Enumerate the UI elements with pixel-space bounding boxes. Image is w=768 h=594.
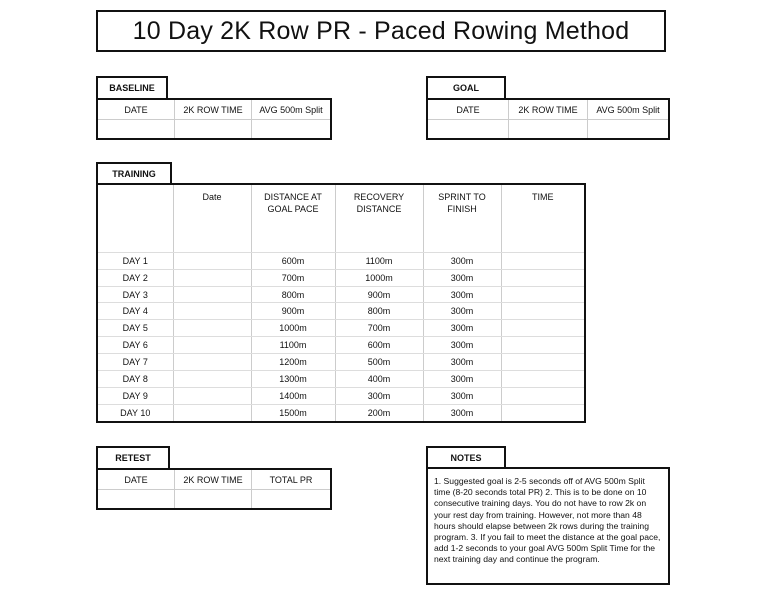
training-time-cell[interactable] [501,252,585,269]
training-distance-cell: 900m [251,303,335,320]
training-row [97,387,585,404]
training-date-cell[interactable] [173,252,251,269]
training-row [97,303,585,320]
training-recovery-cell: 400m [335,370,423,387]
training-recovery-cell: 900m [335,286,423,303]
training-day-cell: DAY 8 [97,370,173,387]
training-recovery-cell: 500m [335,354,423,371]
retest-total-pr-cell[interactable] [252,490,332,510]
training-row [97,286,585,303]
training-distance-cell: 600m [251,252,335,269]
training-recovery-cell: 600m [335,337,423,354]
baseline-col-split: AVG 500m Split [259,104,323,115]
training-row [97,252,585,269]
goal-2k-time-cell[interactable] [509,120,588,140]
training-day-cell: DAY 2 [97,269,173,286]
training-label: TRAINING [96,162,172,184]
goal-col-2k-time: 2K ROW TIME [509,99,588,120]
retest-col-total-pr: TOTAL PR [269,474,313,485]
training-distance-cell: 1300m [251,370,335,387]
training-row [97,269,585,286]
baseline-table [96,98,332,140]
training-sprint-cell: 300m [423,404,501,422]
training-time-cell[interactable] [501,269,585,286]
training-row [97,404,585,422]
training-recovery-cell: 1100m [335,252,423,269]
training-sprint-cell: 300m [423,387,501,404]
baseline-col-date: DATE [97,99,175,120]
training-sprint-cell: 300m [423,252,501,269]
training-date-cell[interactable] [173,286,251,303]
goal-table [426,98,670,140]
training-day-cell: DAY 10 [97,404,173,422]
training-distance-cell: 1200m [251,354,335,371]
training-recovery-cell: 1000m [335,269,423,286]
notes-label: NOTES [426,446,506,468]
baseline-col-2k-time: 2K ROW TIME [175,99,252,120]
baseline-label: BASELINE [96,76,168,98]
training-col-day [97,184,173,252]
baseline-2k-time-cell[interactable] [175,120,252,140]
retest-col-2k-time: 2K ROW TIME [175,469,252,490]
training-date-cell[interactable] [173,387,251,404]
training-distance-cell: 1100m [251,337,335,354]
training-sprint-cell: 300m [423,337,501,354]
training-date-cell[interactable] [173,354,251,371]
training-distance-cell: 1000m [251,320,335,337]
training-distance-cell: 700m [251,269,335,286]
training-row [97,337,585,354]
training-day-cell: DAY 4 [97,303,173,320]
goal-col-date: DATE [427,99,509,120]
training-col-date: Date [173,184,251,252]
retest-table [96,468,332,510]
retest-date-cell[interactable] [97,490,175,510]
training-date-cell[interactable] [173,404,251,422]
training-day-cell: DAY 6 [97,337,173,354]
training-sprint-cell: 300m [423,269,501,286]
training-col-recovery: RECOVERY DISTANCE [335,184,423,252]
training-recovery-cell: 700m [335,320,423,337]
baseline-split-cell[interactable] [252,120,332,140]
training-distance-cell: 1500m [251,404,335,422]
training-recovery-cell: 800m [335,303,423,320]
retest-label: RETEST [96,446,170,468]
training-row [97,354,585,371]
training-time-cell[interactable] [501,387,585,404]
training-date-cell[interactable] [173,370,251,387]
training-row [97,320,585,337]
training-table [96,183,586,423]
training-col-time: TIME [501,184,585,252]
goal-label: GOAL [426,76,506,98]
training-time-cell[interactable] [501,354,585,371]
training-row [97,370,585,387]
training-day-cell: DAY 7 [97,354,173,371]
training-recovery-cell: 200m [335,404,423,422]
goal-split-cell[interactable] [588,120,670,140]
goal-date-cell[interactable] [427,120,509,140]
training-time-cell[interactable] [501,286,585,303]
training-distance-cell: 800m [251,286,335,303]
training-col-distance: DISTANCE AT GOAL PACE [251,184,335,252]
training-date-cell[interactable] [173,337,251,354]
training-time-cell[interactable] [501,337,585,354]
training-day-cell: DAY 9 [97,387,173,404]
training-sprint-cell: 300m [423,303,501,320]
notes-text: 1. Suggested goal is 2-5 seconds off of AVG 500m Split time (8-20 seconds total PR) 2. This is to be done on 10 consecutive training days. You do not have to row 2k on your rest day from training. However, not more than 48 hours should elapse between 2k rows during the training program. 3. If you fail to meet the distance at the goal pace, add 1-2 seconds to your goal AVG 500m Split Time for the next training day and continue the program. [426,467,670,585]
training-day-cell: DAY 5 [97,320,173,337]
training-date-cell[interactable] [173,269,251,286]
retest-col-date: DATE [97,469,175,490]
baseline-date-cell[interactable] [97,120,175,140]
training-distance-cell: 1400m [251,387,335,404]
training-recovery-cell: 300m [335,387,423,404]
training-date-cell[interactable] [173,303,251,320]
training-sprint-cell: 300m [423,354,501,371]
training-time-cell[interactable] [501,404,585,422]
training-time-cell[interactable] [501,303,585,320]
training-sprint-cell: 300m [423,320,501,337]
training-sprint-cell: 300m [423,286,501,303]
training-time-cell[interactable] [501,320,585,337]
page-title: 10 Day 2K Row PR - Paced Rowing Method [96,10,666,52]
training-time-cell[interactable] [501,370,585,387]
training-day-cell: DAY 3 [97,286,173,303]
goal-col-split: AVG 500m Split [596,104,660,115]
retest-2k-time-cell[interactable] [175,490,252,510]
training-sprint-cell: 300m [423,370,501,387]
training-day-cell: DAY 1 [97,252,173,269]
training-date-cell[interactable] [173,320,251,337]
training-col-sprint: SPRINT TO FINISH [423,184,501,252]
